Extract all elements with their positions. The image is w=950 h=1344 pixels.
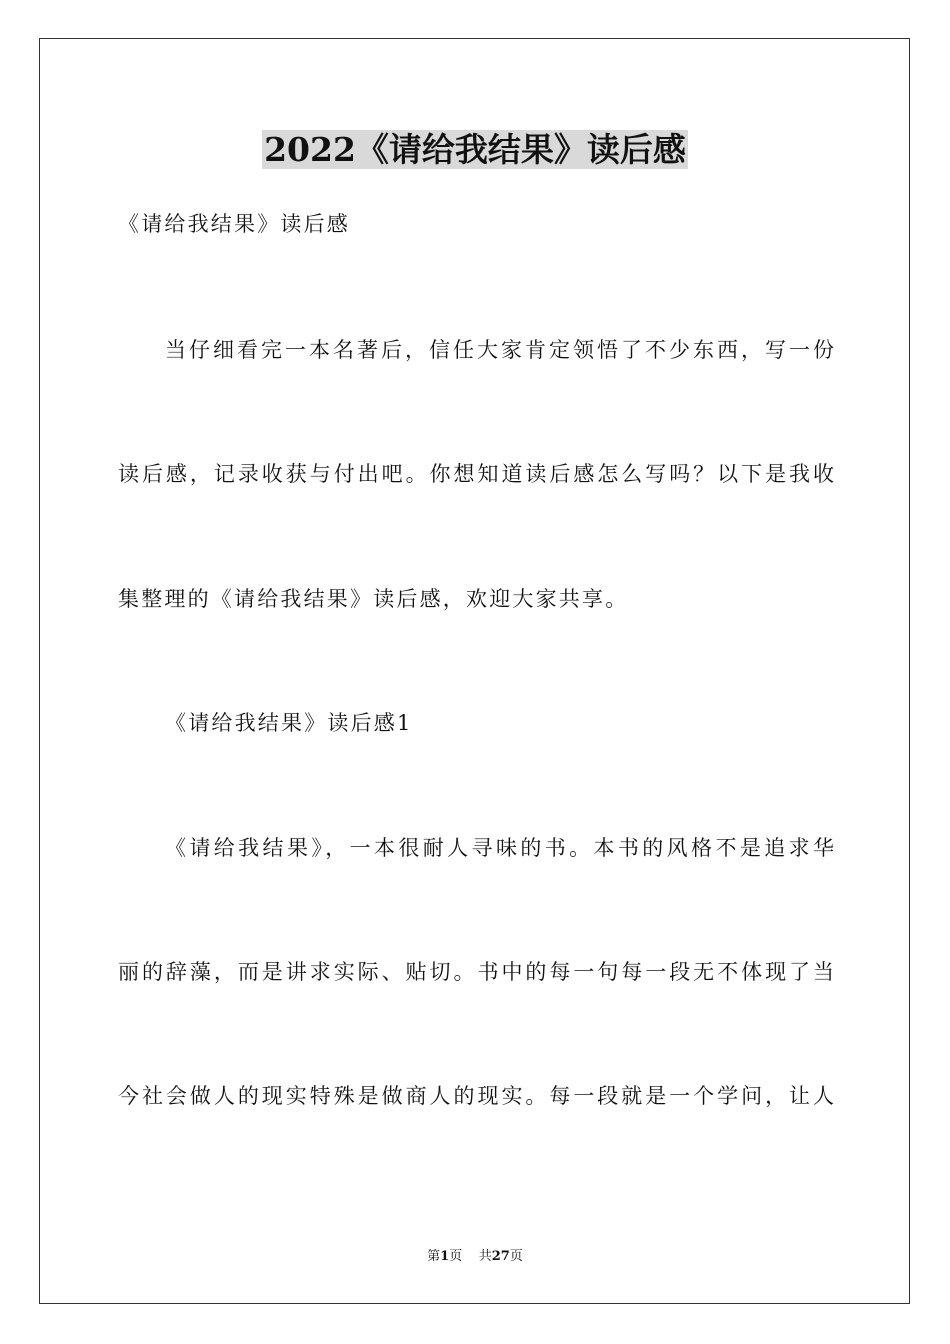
footer-total-suffix: 页 — [509, 1249, 523, 1264]
paragraph-line: 今社会做人的现实特殊是做商人的现实。每一段就是一个学问，让人 — [118, 1084, 834, 1108]
footer-page-number: 1 — [440, 1249, 450, 1264]
document-title-text: 2022《请给我结果》读后感 — [264, 130, 686, 169]
paragraph-line: 集整理的《请给我结果》读后感，欢迎大家共享。 — [118, 587, 629, 611]
section-heading: 《请给我结果》读后感1 — [165, 711, 413, 735]
paragraph-line: 当仔细看完一本名著后，信任大家肯定领悟了不少东西，写一份 — [165, 338, 834, 362]
paragraph-line: 《请给我结果》，一本很耐人寻味的书。本书的风格不是追求华 — [165, 836, 834, 860]
footer-page-suffix: 页 — [449, 1249, 463, 1264]
paragraph-line: 读后感，记录收获与付出吧。你想知道读后感怎么写吗？以下是我收 — [118, 462, 834, 486]
page-footer — [0, 1248, 950, 1266]
document-subtitle: 《请给我结果》读后感 — [118, 212, 350, 236]
document-title — [0, 128, 950, 172]
footer-total-pages: 27 — [491, 1249, 510, 1264]
footer-total-prefix: 共 — [478, 1249, 492, 1264]
footer-page-prefix: 第 — [427, 1249, 441, 1264]
paragraph-line: 丽的辞藻，而是讲求实际、贴切。书中的每一句每一段无不体现了当 — [118, 960, 834, 984]
